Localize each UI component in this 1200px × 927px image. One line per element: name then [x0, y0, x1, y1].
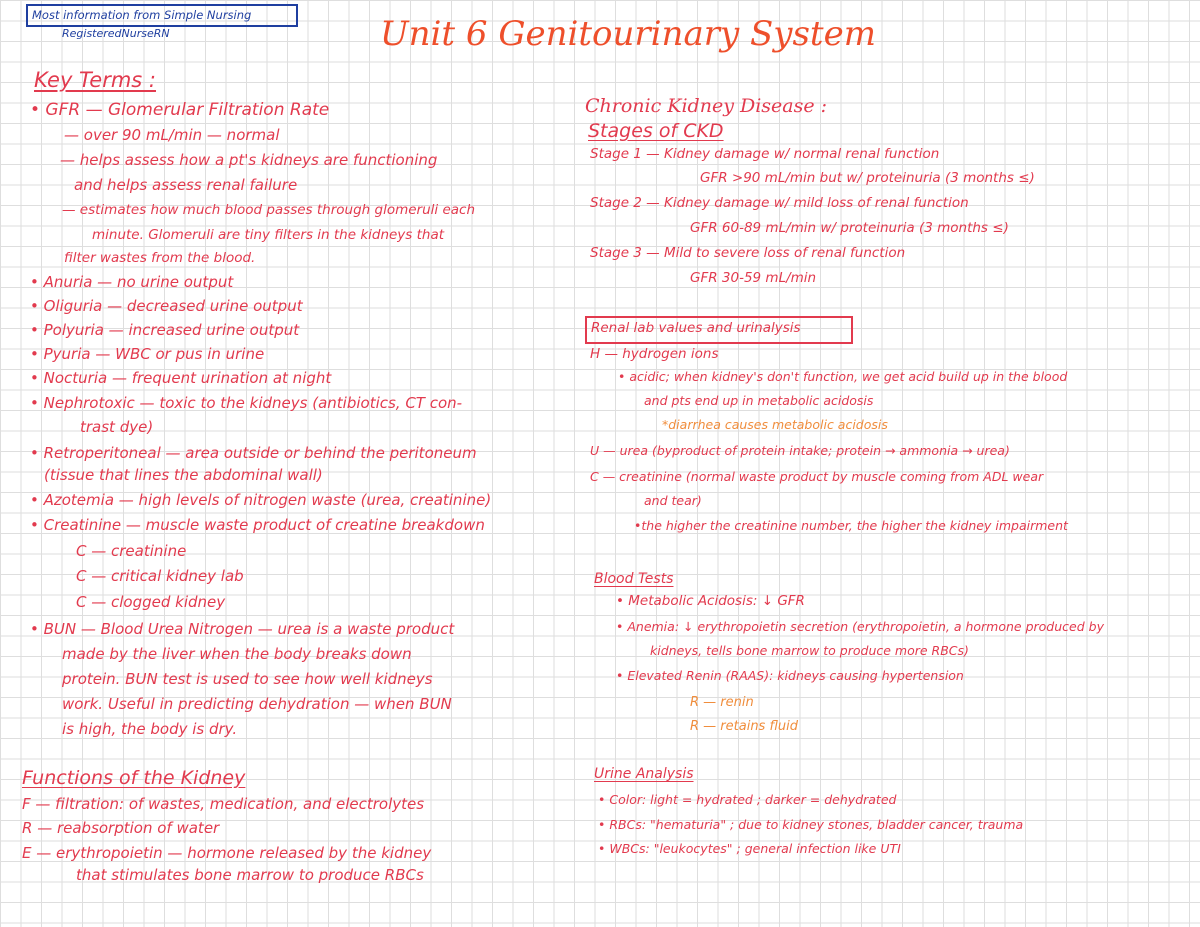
- ckd-stage3-b: GFR 30-59 mL/min: [690, 270, 817, 286]
- key-terms-heading: Key Terms :: [34, 68, 156, 92]
- urine-rbcs: • RBCs: "hematuria" ; due to kidney stones, bladder cancer, trauma: [598, 817, 1024, 832]
- renal-hydrogen: H — hydrogen ions: [590, 346, 719, 362]
- author-name: RegisteredNurseRN: [62, 27, 170, 40]
- term-nocturia: • Nocturia — frequent urination at night: [30, 369, 332, 387]
- term-nephrotoxic-a: • Nephrotoxic — toxic to the kidneys (antibiotics, CT con-: [30, 394, 463, 412]
- source-note: Most information from Simple Nursing: [26, 4, 298, 27]
- renal-creatinine-a: C — creatinine (normal waste product by muscle coming from ADL wear: [590, 469, 1044, 484]
- function-erythropoietin-a: E — erythropoietin — hormone released by the kidney: [22, 844, 432, 862]
- mnemonic-c2: C — critical kidney lab: [76, 567, 244, 585]
- ckd-stage1-a: Stage 1 — Kidney damage w/ normal renal function: [590, 146, 940, 162]
- term-creatinine: • Creatinine — muscle waste product of creatine breakdown: [30, 516, 485, 534]
- term-bun-a: • BUN — Blood Urea Nitrogen — urea is a waste product: [30, 620, 455, 638]
- blood-anemia-a: • Anemia: ↓ erythropoietin secretion (erythropoietin, a hormone produced by: [616, 619, 1104, 634]
- ckd-stage2-b: GFR 60-89 mL/min w/ proteinuria (3 months ≤): [690, 220, 1009, 236]
- ckd-stages-heading: Stages of CKD: [588, 120, 724, 142]
- renal-heading: Renal lab values and urinalysis: [591, 320, 801, 336]
- renal-hydrogen-acidic-b: and pts end up in metabolic acidosis: [644, 393, 874, 408]
- mnemonic-renin: R — renin: [690, 695, 754, 710]
- renal-hydrogen-acidic-a: • acidic; when kidney's don't function, we get acid build up in the blood: [618, 369, 1068, 384]
- term-oliguria: • Oliguria — decreased urine output: [30, 297, 303, 315]
- ckd-stage1-b: GFR >90 mL/min but w/ proteinuria (3 months ≤): [700, 170, 1035, 186]
- function-erythropoietin-b: that stimulates bone marrow to produce RBCs: [76, 866, 424, 884]
- blood-tests-heading: Blood Tests: [594, 571, 674, 587]
- renal-urea: U — urea (byproduct of protein intake; protein → ammonia → urea): [590, 443, 1010, 458]
- ckd-heading: Chronic Kidney Disease :: [585, 95, 828, 117]
- urine-wbcs: • WBCs: "leukocytes" ; general infection like UTI: [598, 841, 901, 856]
- functions-heading: Functions of the Kidney: [22, 767, 246, 789]
- term-polyuria: • Polyuria — increased urine output: [30, 321, 300, 339]
- page-title: Unit 6 Genitourinary System: [380, 14, 876, 54]
- renal-diarrhea-note: *diarrhea causes metabolic acidosis: [662, 417, 888, 432]
- term-anuria: • Anuria — no urine output: [30, 273, 234, 291]
- function-reabsorption: R — reabsorption of water: [22, 819, 220, 837]
- term-pyuria: • Pyuria — WBC or pus in urine: [30, 345, 265, 363]
- urine-color: • Color: light = hydrated ; darker = dehydrated: [598, 792, 897, 807]
- renal-creatinine-c: •the higher the creatinine number, the higher the kidney impairment: [634, 518, 1068, 533]
- mnemonic-c3: C — clogged kidney: [76, 593, 226, 611]
- term-bun-c: protein. BUN test is used to see how well kidneys: [62, 670, 433, 688]
- gfr-estimate-a: — estimates how much blood passes through glomeruli each: [62, 202, 476, 218]
- term-bun-e: is high, the body is dry.: [62, 720, 238, 738]
- function-filtration: F — filtration: of wastes, medication, and electrolytes: [22, 795, 425, 813]
- term-bun-b: made by the liver when the body breaks down: [62, 645, 412, 663]
- term-nephrotoxic-b: trast dye): [80, 418, 154, 436]
- blood-renin: • Elevated Renin (RAAS): kidneys causing hypertension: [616, 668, 964, 683]
- term-bun-d: work. Useful in predicting dehydration — when BUN: [62, 695, 452, 713]
- blood-metabolic-acidosis: • Metabolic Acidosis: ↓ GFR: [616, 593, 805, 609]
- renal-creatinine-b: and tear): [644, 493, 702, 508]
- urine-analysis-heading: Urine Analysis: [594, 766, 694, 782]
- term-retroperitoneal-a: • Retroperitoneal — area outside or behind the peritoneum: [30, 444, 477, 462]
- mnemonic-retains-fluid: R — retains fluid: [690, 719, 798, 734]
- gfr-estimate-b: minute. Glomeruli are tiny filters in the kidneys that: [92, 227, 445, 243]
- term-retroperitoneal-b: (tissue that lines the abdominal wall): [44, 466, 323, 484]
- term-gfr: • GFR — Glomerular Filtration Rate: [30, 100, 330, 120]
- blood-anemia-b: kidneys, tells bone marrow to produce more RBCs): [650, 643, 969, 658]
- term-azotemia: • Azotemia — high levels of nitrogen waste (urea, creatinine): [30, 491, 492, 509]
- gfr-assess-a: — helps assess how a pt's kidneys are functioning: [60, 151, 438, 169]
- mnemonic-c1: C — creatinine: [76, 542, 187, 560]
- gfr-assess-b: and helps assess renal failure: [74, 176, 298, 194]
- gfr-estimate-c: filter wastes from the blood.: [64, 250, 256, 266]
- gfr-normal: — over 90 mL/min — normal: [64, 126, 280, 144]
- ckd-stage3-a: Stage 3 — Mild to severe loss of renal function: [590, 245, 906, 261]
- ckd-stage2-a: Stage 2 — Kidney damage w/ mild loss of renal function: [590, 195, 969, 211]
